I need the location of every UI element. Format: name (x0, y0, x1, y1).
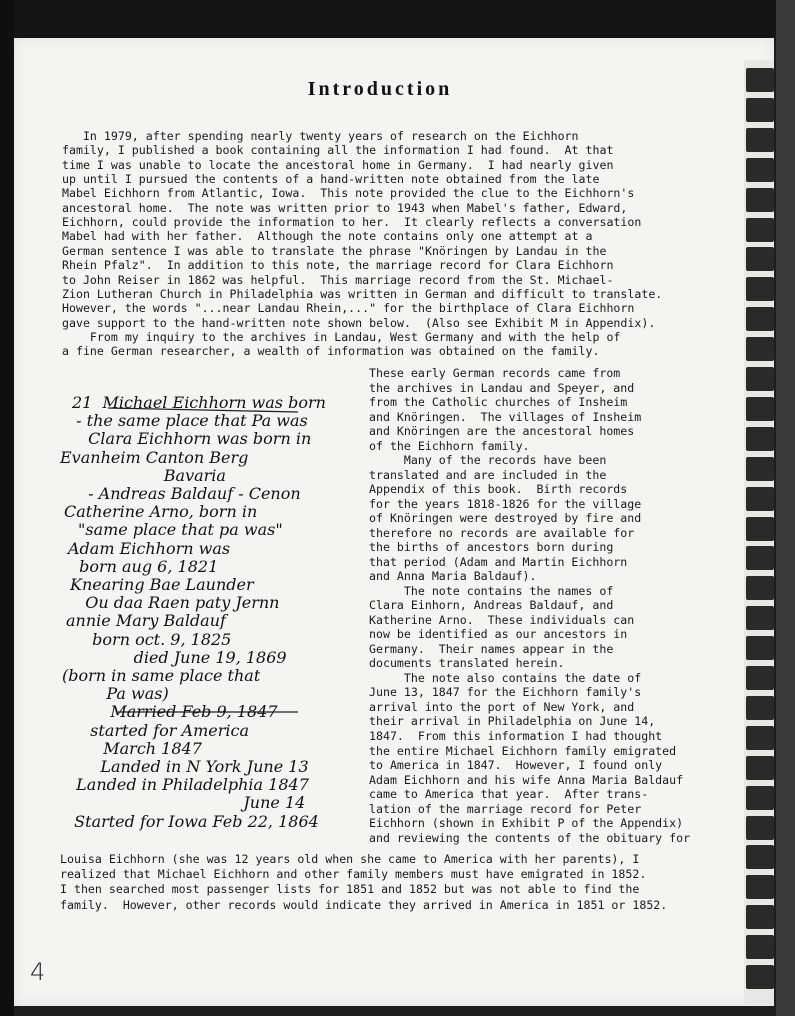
binding-ring (746, 666, 774, 690)
text-line: to America in 1847. However, I found only (369, 758, 663, 773)
text-line: Zion Lutheran Church in Philadelphia was written in German and difficult to translate. (62, 286, 663, 301)
binding-ring (746, 845, 774, 869)
binding-ring (746, 606, 774, 630)
handwritten-line: "same place that pa was" (78, 520, 283, 540)
handwritten-line: Ou daa Raen paty Jernn (70, 593, 280, 613)
text-line: June 13, 1847 for the Eichhorn family's (369, 685, 642, 700)
text-line: and Knöringen. The villages of Insheim (369, 409, 642, 424)
handwritten-line: June 14 (162, 793, 306, 813)
handwritten-line: annie Mary Baldauf (66, 611, 226, 631)
text-line: time I was unable to locate the ancestoral home in Germany. I had nearly given (62, 157, 614, 172)
text-line: documents translated herein. (369, 656, 565, 671)
text-line: gave support to the hand-written note shown below. (Also see Exhibit M in Appendix). (62, 315, 656, 330)
binding-ring (746, 965, 774, 989)
binding-ring (746, 875, 774, 899)
binding-ring (746, 307, 774, 331)
binding-ring (746, 786, 774, 810)
text-line: The note contains the names of (369, 583, 614, 598)
handwritten-line: born aug 6, 1821 (74, 556, 219, 576)
text-line: up until I pursued the contents of a hand-written note obtained from the late (62, 172, 600, 187)
text-line: the entire Michael Eichhorn family emigrated (369, 743, 677, 758)
binding-ring (746, 98, 774, 122)
handwritten-line: started for America (80, 720, 249, 740)
text-line: Many of the records have been (369, 453, 607, 468)
text-line: now be identified as our ancestors in (369, 627, 628, 642)
handwritten-line: Evanheim Canton Berg (60, 447, 249, 467)
handwritten-line: March 1847 (88, 738, 202, 758)
text-line: Katherine Arno. These individuals can (369, 612, 635, 627)
handwritten-line: Started for Iowa Feb 22, 1864 (64, 811, 319, 831)
binding-ring (746, 517, 774, 541)
binding-ring (746, 457, 774, 481)
binding-ring (746, 576, 774, 600)
text-line: Germany. Their names appear in the (369, 641, 614, 656)
text-line: ancestoral home. The note was written prior to 1943 when Mabel's father, Edward, (62, 200, 628, 215)
page-number: 4 (30, 958, 46, 986)
binding-ring (746, 397, 774, 421)
binding-ring (746, 696, 774, 720)
handwritten-line: Pa was) (86, 684, 169, 704)
handwritten-line: Landed in Philadelphia 1847 (66, 775, 309, 795)
text-line: a fine German researcher, a wealth of information was obtained on the family. (62, 344, 600, 359)
handwritten-line: Married Feb 9, 1847 (90, 702, 278, 722)
text-line: translated and are included in the (369, 467, 607, 482)
handwritten-line: Bavaria (118, 465, 226, 485)
text-line: the archives in Landau and Speyer, and (369, 380, 635, 395)
text-line: and reviewing the contents of the obituary for (369, 830, 691, 845)
text-line: of the Eichhorn family. (369, 438, 530, 453)
text-line: came to America that year. After trans- (369, 787, 649, 802)
text-line: from the Catholic churches of Insheim (369, 395, 628, 410)
text-line: and Anna Maria Baldauf). (369, 569, 537, 584)
text-line: The note also contains the date of (369, 670, 642, 685)
text-line: I then searched most passenger lists for 1851 and 1852 but was not able to find the (60, 882, 640, 897)
binding-ring (746, 816, 774, 840)
binding-ring (746, 158, 774, 182)
page-title: Introduction (307, 78, 453, 100)
binding-ring (746, 68, 774, 92)
binding-ring (746, 487, 774, 511)
binding-ring (746, 935, 774, 959)
text-line: Rhein Pfalz". In addition to this note, the marriage record for Clara Eichhorn (62, 258, 614, 273)
binding-ring (746, 546, 774, 570)
handwritten-line: Clara Eichhorn was born in (78, 429, 312, 449)
text-line: their arrival in Philadelphia on June 14, (369, 714, 656, 729)
text-line: Eichhorn, could provide the information to her. It clearly reflects a conversation (62, 215, 642, 230)
text-line: that period (Adam and Martin Eichhorn (369, 554, 628, 569)
handwritten-line: Landed in N York June 13 (80, 757, 309, 776)
text-line: of Knöringen were destroyed by fire and (369, 511, 642, 526)
text-line: These early German records came from (369, 366, 621, 380)
text-line: German sentence I was able to translate the phrase "Knöringen by Landau in the (62, 243, 607, 258)
handwritten-note (58, 382, 358, 832)
binding-ring (746, 188, 774, 212)
text-line: However, the words "...near Landau Rhein,..." for the birthplace of Clara Eichhorn (62, 301, 635, 316)
handwritten-line: Catherine Arno, born in (64, 502, 258, 522)
binding-ring (746, 726, 774, 750)
handwritten-line: (born in same place that (62, 666, 261, 685)
binding-ring (746, 337, 774, 361)
text-line: the births of ancestors born during (369, 540, 614, 555)
binding-ring (746, 218, 774, 242)
text-line: Appendix of this book. Birth records (369, 482, 628, 497)
text-line: From my inquiry to the archives in Landau, West Germany and with the help of (62, 329, 621, 344)
handwritten-line: - the same place that Pa was (66, 411, 308, 431)
text-line: Mabel Eichhorn from Atlantic, Iowa. This note provided the clue to the Eichhorn's (62, 186, 635, 201)
handwritten-line: Adam Eichhorn was (68, 538, 231, 558)
text-line: Clara Einhorn, Andreas Baldauf, and (369, 598, 614, 613)
scan-top-edge (0, 0, 795, 42)
handwritten-line: born oct. 9, 1825 (82, 629, 232, 649)
text-line: realized that Michael Eichhorn and other family members must have emigrated in 1852. (60, 867, 647, 882)
text-line: therefore no records are available for (369, 525, 635, 540)
text-line: In 1979, after spending nearly twenty years of research on the Eichhorn (62, 129, 579, 143)
handwritten-line: 21 Michael Eichhorn was born (72, 393, 326, 412)
scan-left-edge (0, 0, 14, 1016)
handwritten-line: Knearing Bae Launder (70, 575, 254, 594)
text-line: and Knöringen are the ancestoral homes (369, 424, 635, 439)
text-line: arrival into the port of New York, and (369, 699, 635, 714)
text-line: Mabel had with her father. Although the note contains only one attempt at a (62, 229, 593, 244)
text-line: for the years 1818-1826 for the village (369, 496, 642, 511)
text-line: Adam Eichhorn and his wife Anna Maria Baldauf (369, 772, 684, 787)
text-line: to John Reiser in 1862 was helpful. This marriage record from the St. Michael- (62, 272, 614, 287)
binding-ring (746, 367, 774, 391)
text-line: family. However, other records would indicate they arrived in America in 1851 or 1852. (60, 897, 668, 912)
handwritten-line: died June 19, 1869 (98, 647, 287, 667)
text-line: family, I published a book containing all the information I had found. At that (62, 143, 614, 158)
text-line: 1847. From this information I had thought (369, 729, 663, 743)
handwritten-line: - Andreas Baldauf - Cenon (78, 484, 301, 503)
scan-right-edge (776, 0, 795, 1016)
binding-ring (746, 277, 774, 301)
binding-ring (746, 905, 774, 929)
text-line: lation of the marriage record for Peter (369, 801, 642, 816)
binding-ring (746, 636, 774, 660)
binding-ring (746, 128, 774, 152)
binding-ring (746, 756, 774, 780)
text-line: Louisa Eichhorn (she was 12 years old when she came to America with her parents), I (60, 852, 640, 866)
binding-ring (746, 247, 774, 271)
binding-ring (746, 427, 774, 451)
text-line: Eichhorn (shown in Exhibit P of the Appendix) (369, 816, 684, 831)
